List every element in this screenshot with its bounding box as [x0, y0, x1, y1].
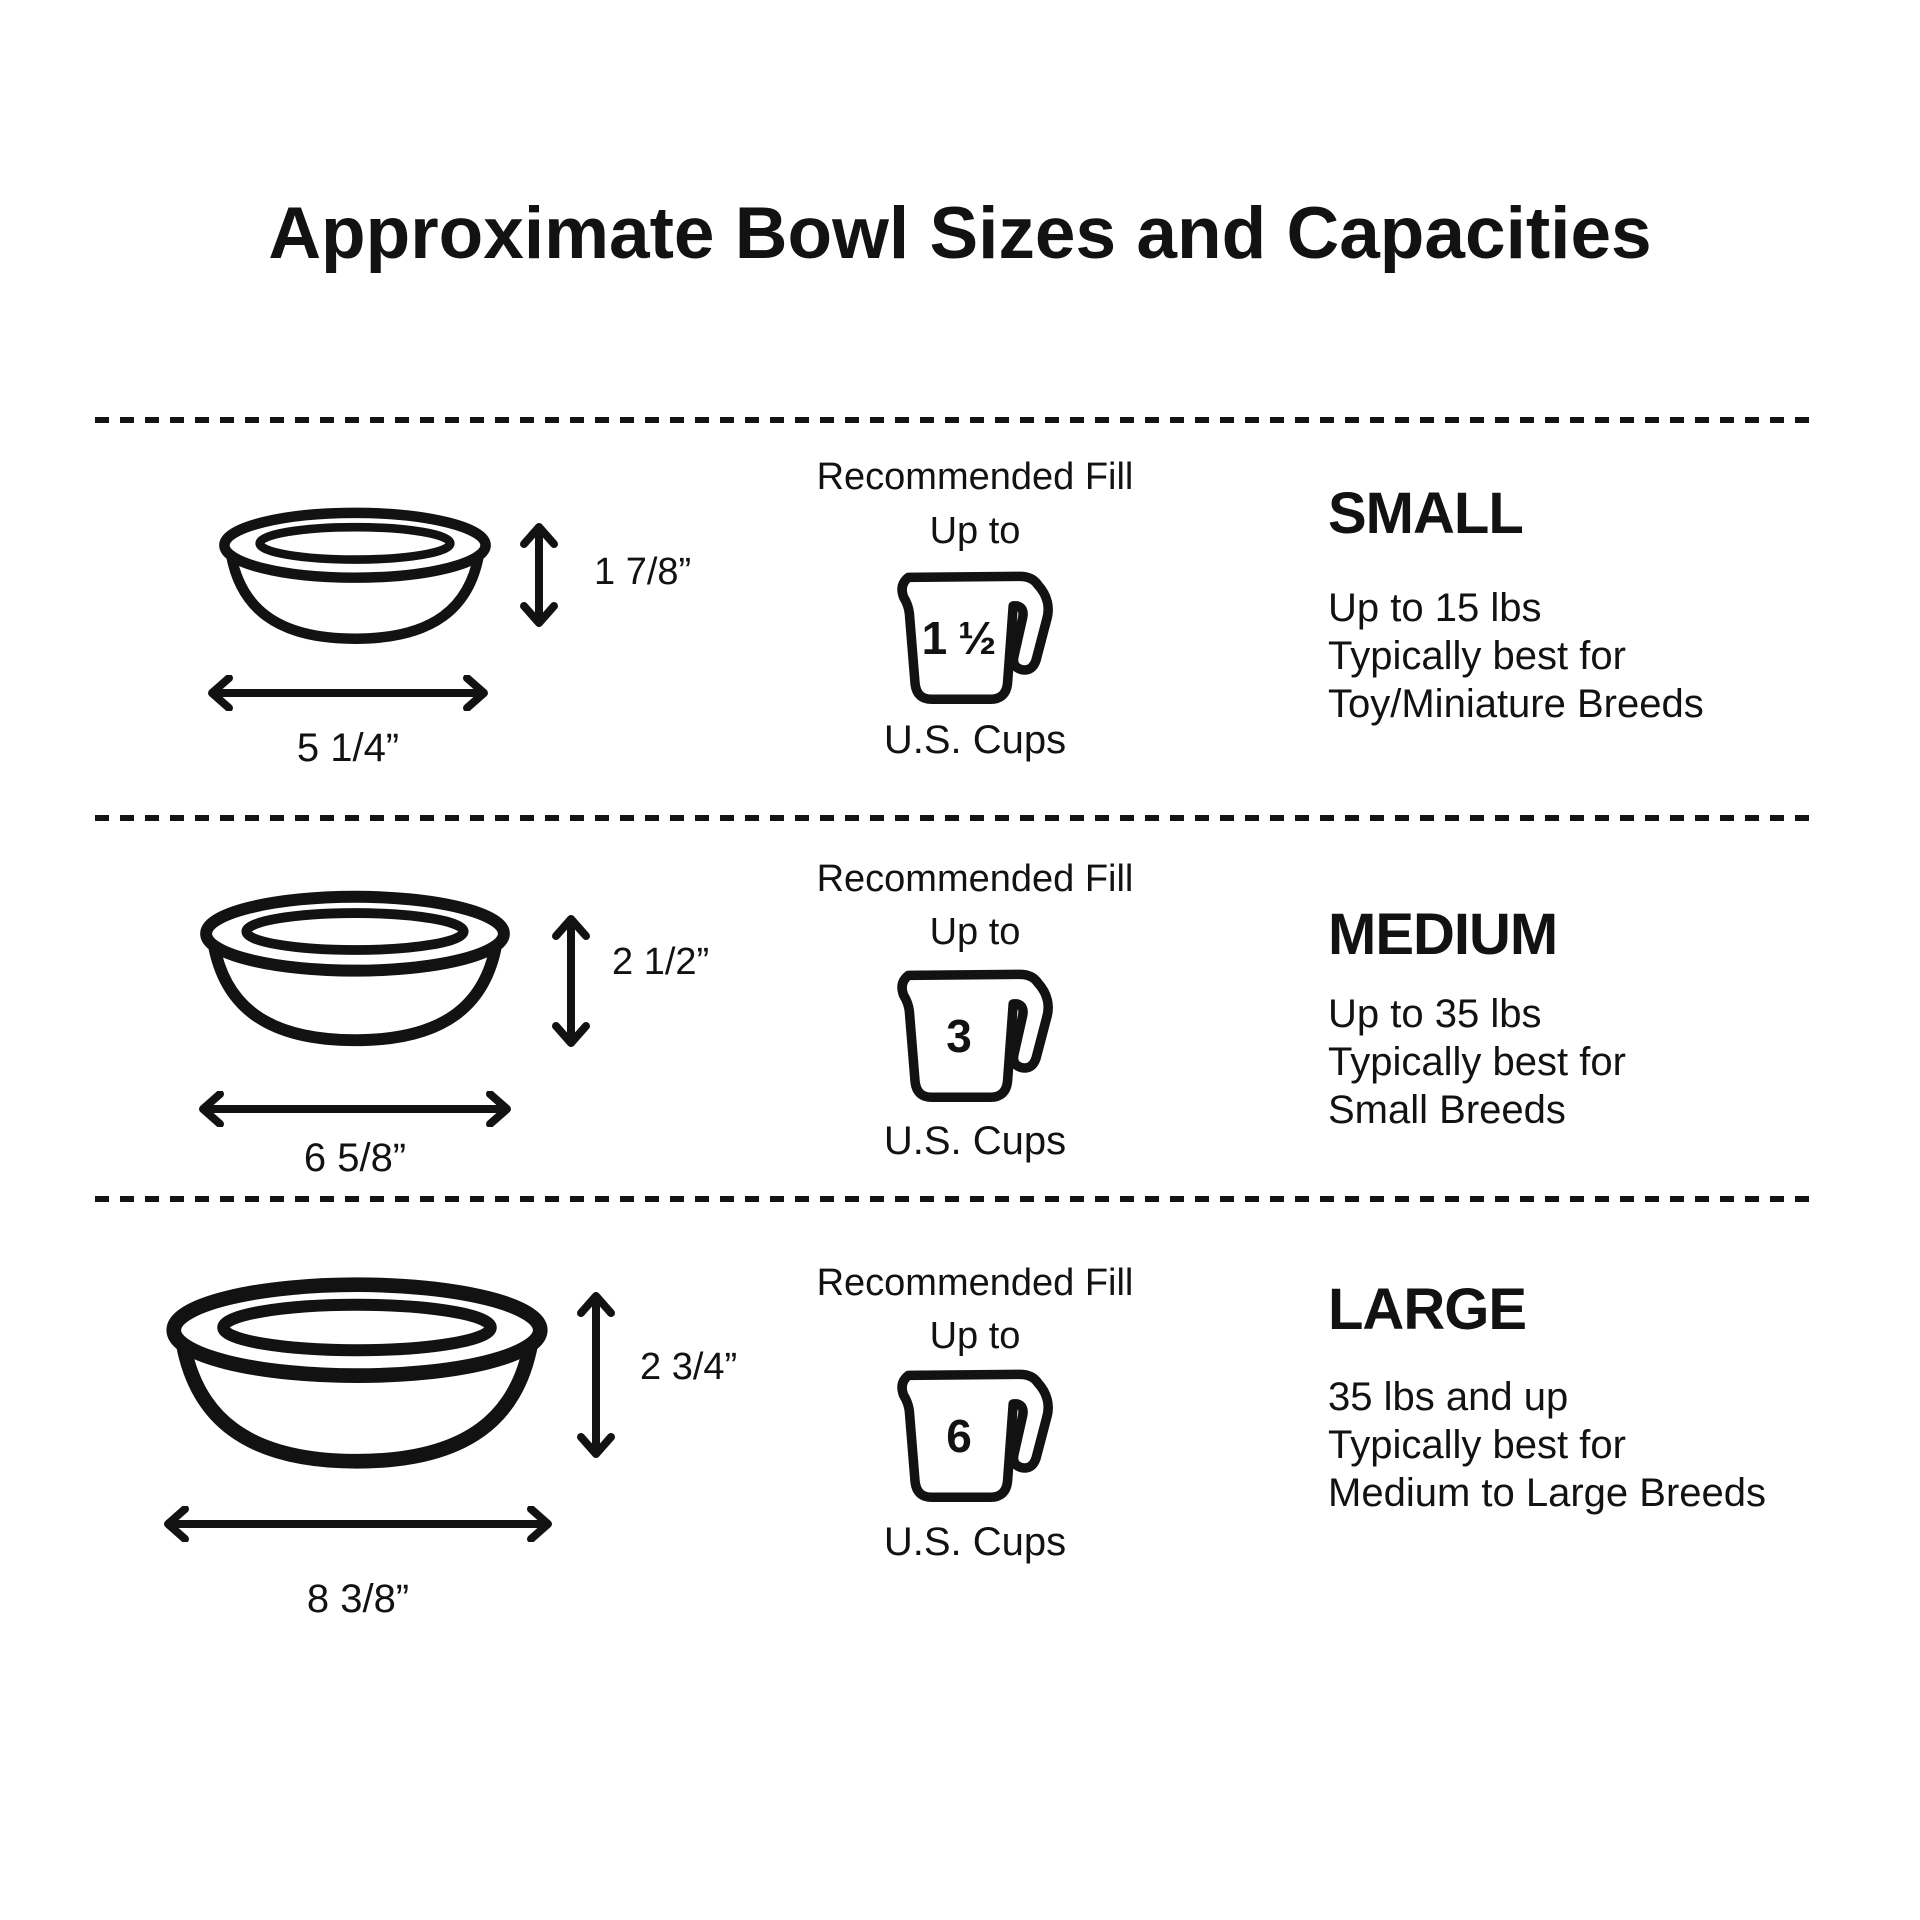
- height-arrow-icon: [574, 1287, 618, 1463]
- height-arrow-icon: [549, 910, 593, 1052]
- desc-line: Up to 35 lbs: [1328, 992, 1542, 1036]
- fill-subtitle: Up to: [929, 510, 1021, 552]
- width-arrow-icon: [203, 675, 493, 711]
- size-description: [1328, 1373, 1766, 1517]
- bowl-width-label: 8 3/8”: [306, 1577, 410, 1621]
- small-bowl-icon: [212, 505, 498, 658]
- section-divider: [95, 417, 1820, 423]
- fill-subtitle: Up to: [929, 1315, 1021, 1357]
- fill-unit: U.S. Cups: [883, 718, 1067, 762]
- fill-subtitle: Up to: [929, 911, 1021, 953]
- size-description: [1328, 584, 1704, 728]
- fill-value: 1 ½: [921, 612, 996, 664]
- page-title: Approximate Bowl Sizes and Capacities: [268, 193, 1652, 274]
- bowl-width-label: 6 5/8”: [303, 1136, 407, 1180]
- section-divider: [95, 1196, 1820, 1202]
- size-description: [1328, 990, 1626, 1134]
- desc-line: Typically best for: [1328, 1423, 1626, 1467]
- fill-title: Recommended Fill: [816, 858, 1134, 900]
- desc-line: Up to 15 lbs: [1328, 586, 1542, 630]
- size-name: SMALL: [1328, 481, 1523, 546]
- desc-line: Typically best for: [1328, 1040, 1626, 1084]
- fill-title: Recommended Fill: [816, 456, 1134, 498]
- width-arrow-icon: [159, 1506, 557, 1542]
- bowl-width-label: 5 1/4”: [296, 726, 400, 770]
- desc-line: Medium to Large Breeds: [1328, 1471, 1767, 1515]
- section-divider: [95, 815, 1820, 821]
- size-name: MEDIUM: [1328, 902, 1558, 967]
- fill-value: 6: [946, 1410, 971, 1462]
- height-arrow-icon: [517, 518, 561, 632]
- large-bowl-icon: [156, 1274, 558, 1488]
- size-name: LARGE: [1328, 1277, 1526, 1342]
- fill-unit: U.S. Cups: [883, 1119, 1067, 1163]
- bowl-height-label: 1 7/8”: [594, 551, 692, 593]
- fill-unit: U.S. Cups: [883, 1520, 1067, 1564]
- desc-line: Typically best for: [1328, 634, 1626, 678]
- width-arrow-icon: [194, 1091, 516, 1127]
- fill-value: 3: [946, 1010, 971, 1062]
- bowl-height-label: 2 3/4”: [640, 1346, 738, 1388]
- bowl-height-label: 2 1/2”: [612, 941, 710, 983]
- desc-line: Small Breeds: [1328, 1088, 1566, 1132]
- fill-title: Recommended Fill: [816, 1262, 1134, 1304]
- desc-line: 35 lbs and up: [1328, 1375, 1569, 1419]
- medium-bowl-icon: [192, 888, 518, 1062]
- desc-line: Toy/Miniature Breeds: [1328, 682, 1704, 726]
